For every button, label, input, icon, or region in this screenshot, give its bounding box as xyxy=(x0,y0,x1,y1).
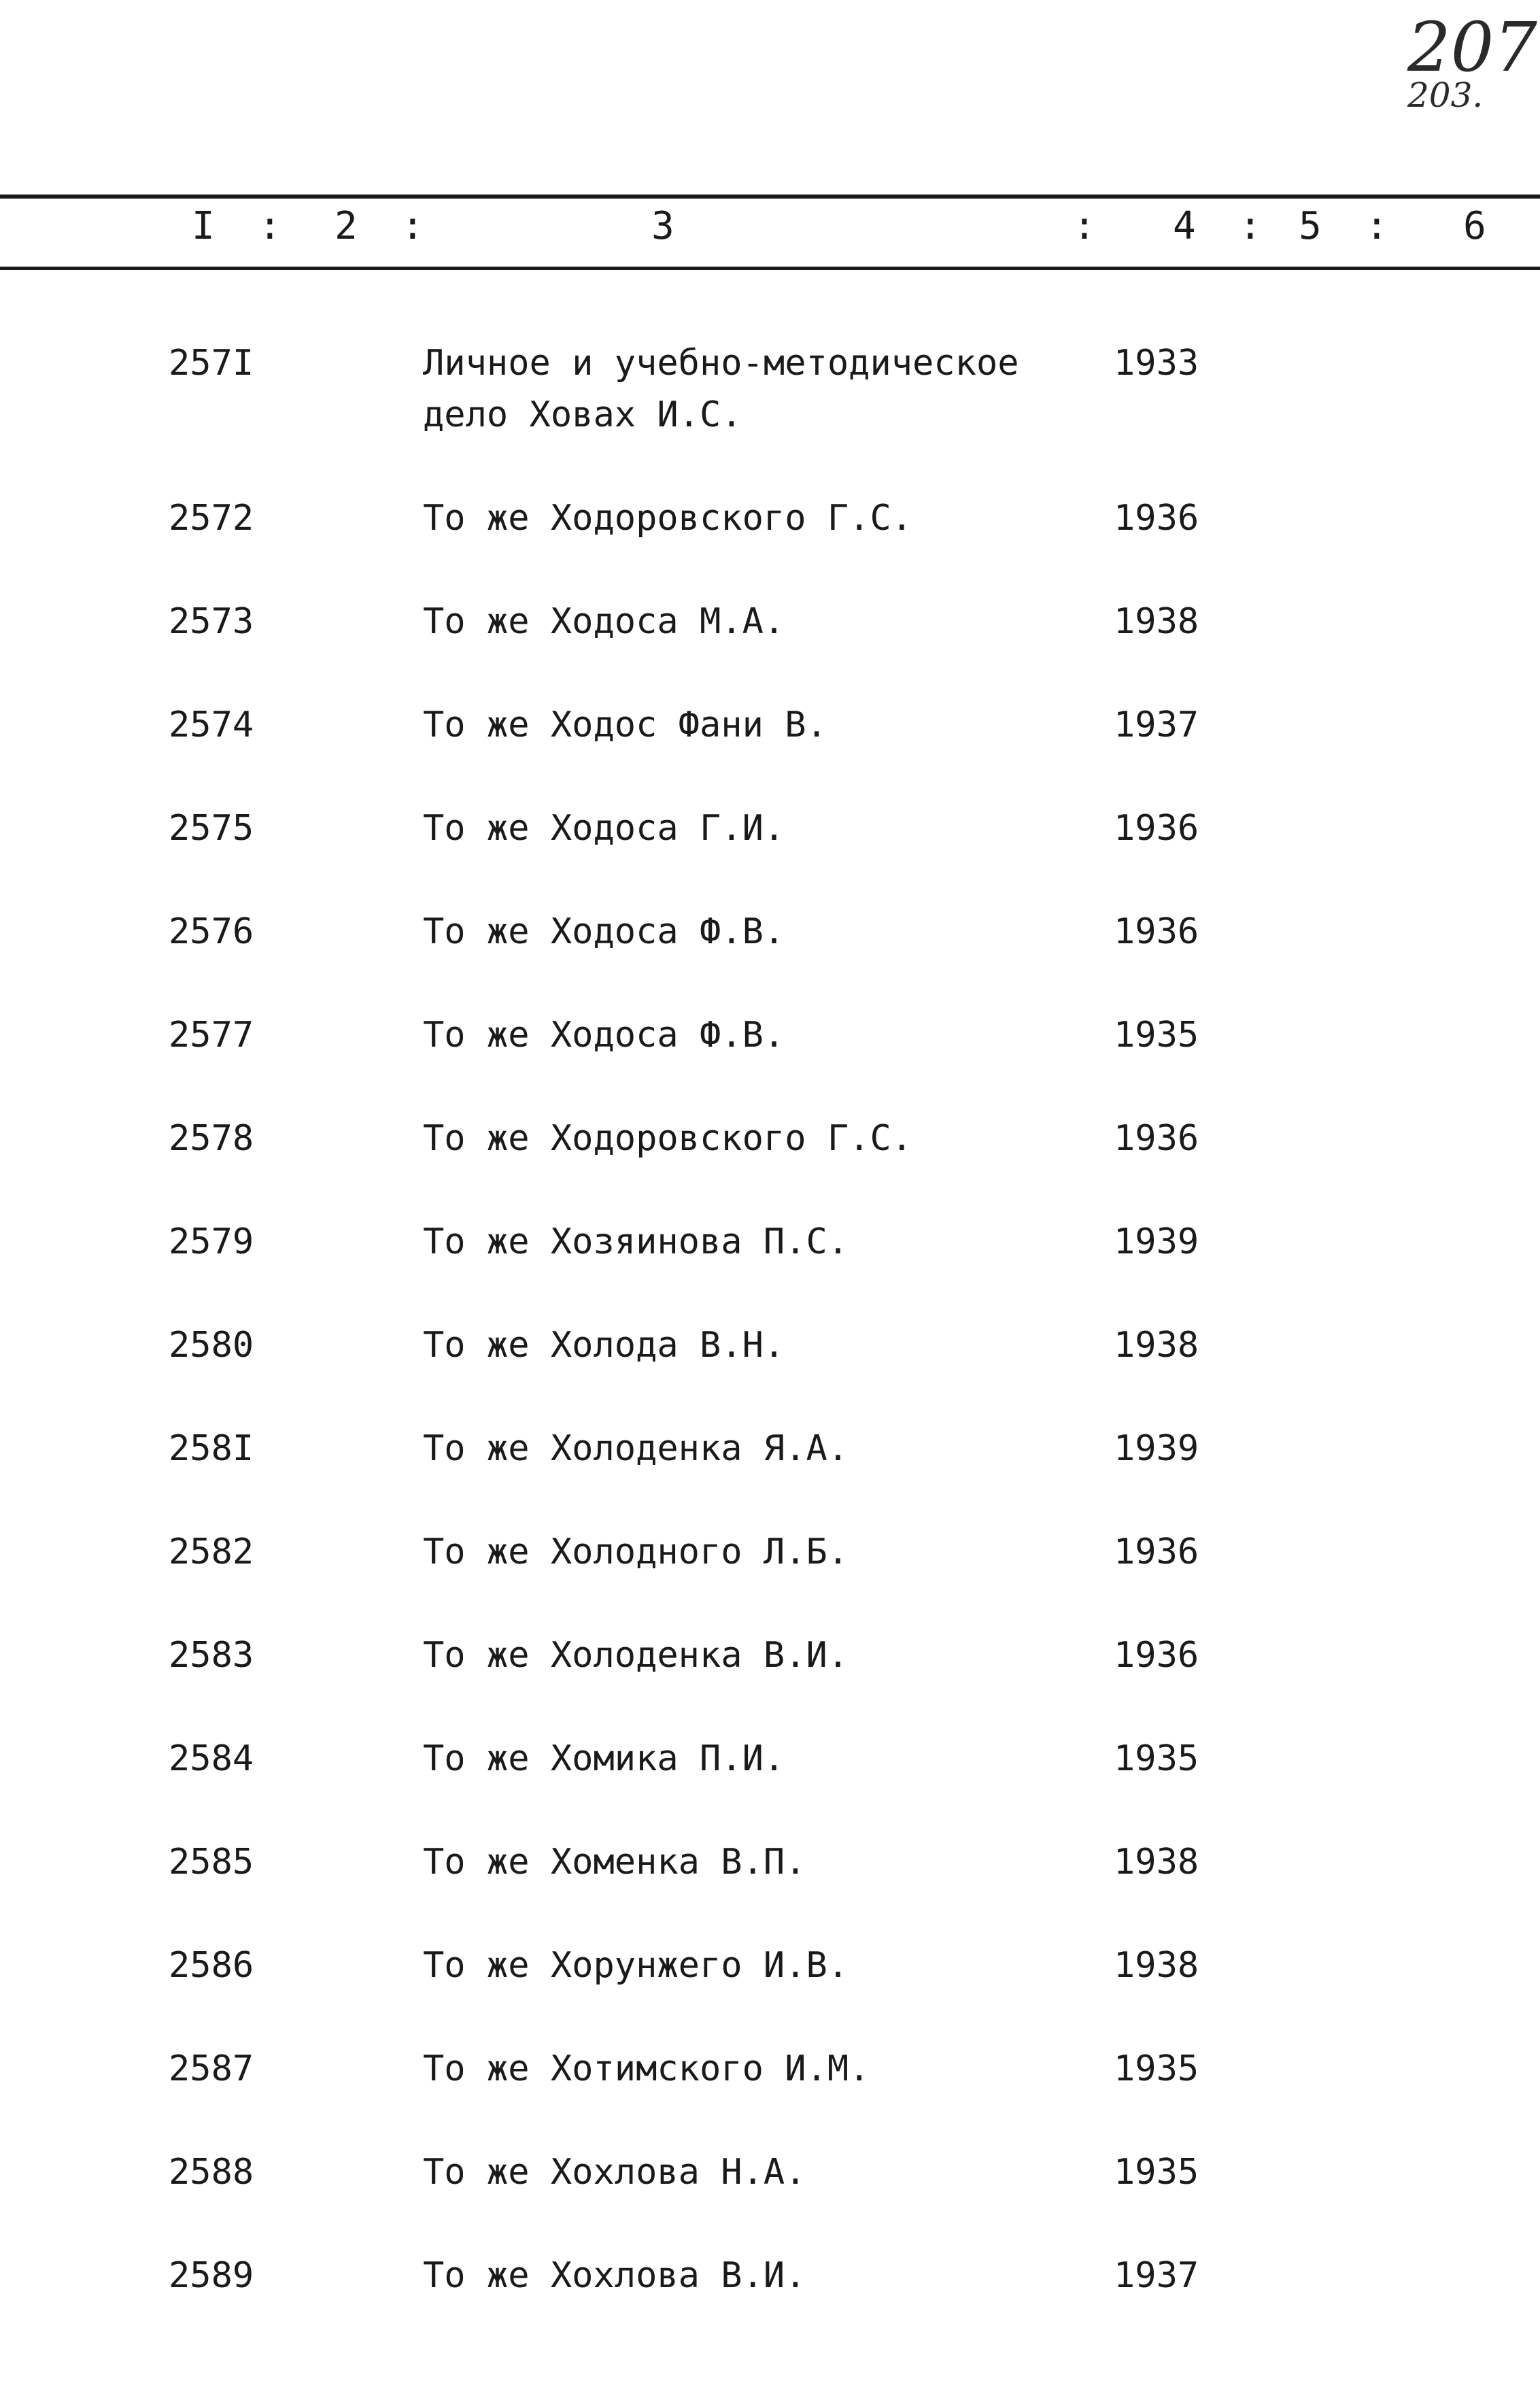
case-year: 1933 xyxy=(1114,343,1199,384)
page-number-stamp xyxy=(1387,7,1537,116)
case-title: То же Хотимского И.М. xyxy=(423,2048,870,2089)
case-title: То же Ходоса Ф.В. xyxy=(423,1015,785,1056)
case-year: 1938 xyxy=(1114,1325,1199,1366)
header-bottom-rule xyxy=(0,267,1540,270)
case-number: 258I xyxy=(169,1428,254,1469)
case-number: 2588 xyxy=(169,2152,254,2193)
case-title: То же Холоденка В.И. xyxy=(423,1635,849,1676)
column-header-1: I xyxy=(192,204,215,248)
case-number: 2574 xyxy=(169,705,254,745)
case-number: 2584 xyxy=(169,1738,254,1779)
case-year: 1936 xyxy=(1114,1532,1199,1572)
case-number: 2575 xyxy=(169,808,254,849)
case-year: 1935 xyxy=(1114,1015,1199,1056)
column-header-2: 2 xyxy=(335,204,358,248)
case-title: То же Хоменка В.П. xyxy=(423,1842,806,1882)
column-separator: : xyxy=(1365,204,1388,248)
case-number: 2576 xyxy=(169,911,254,952)
case-number: 2580 xyxy=(169,1325,254,1366)
column-separator: : xyxy=(1073,204,1096,248)
case-year: 1935 xyxy=(1114,1738,1199,1779)
case-number: 2579 xyxy=(169,1221,254,1262)
case-title: То же Хохлова Н.А. xyxy=(423,2152,806,2193)
case-title: То же Хозяинова П.С. xyxy=(423,1221,849,1262)
case-number: 2585 xyxy=(169,1842,254,1882)
case-title: То же Ходоровского Г.С. xyxy=(423,498,913,539)
case-year: 1938 xyxy=(1114,1945,1199,1986)
page-number-secondary: 203. xyxy=(1407,75,1484,115)
case-title: То же Ходоса Г.И. xyxy=(423,808,785,849)
case-year: 1939 xyxy=(1114,1428,1199,1469)
case-year: 1936 xyxy=(1114,911,1199,952)
case-title: То же Ходоса Ф.В. xyxy=(423,911,785,952)
case-title: То же Хомика П.И. xyxy=(423,1738,785,1779)
case-title: То же Хохлова В.И. xyxy=(423,2255,806,2296)
case-title: То же Холода В.Н. xyxy=(423,1325,785,1366)
case-year: 1936 xyxy=(1114,1118,1199,1159)
column-header-5: 5 xyxy=(1299,204,1322,248)
case-number: 2587 xyxy=(169,2048,254,2089)
case-year: 1939 xyxy=(1114,1221,1199,1262)
column-header-3: 3 xyxy=(651,204,674,248)
case-year: 1937 xyxy=(1114,2255,1199,2296)
case-title: То же Ходоровского Г.С. xyxy=(423,1118,913,1159)
case-year: 1936 xyxy=(1114,498,1199,539)
case-year: 1938 xyxy=(1114,601,1199,642)
case-title: То же Холодного Л.Б. xyxy=(423,1532,849,1572)
page-number-main: 207 xyxy=(1407,7,1537,87)
case-year: 1935 xyxy=(1114,2048,1199,2089)
case-year: 1937 xyxy=(1114,705,1199,745)
column-separator: : xyxy=(258,204,281,248)
column-separator: : xyxy=(1239,204,1262,248)
column-separator: : xyxy=(401,204,424,248)
column-header-row xyxy=(0,204,1540,252)
case-year: 1938 xyxy=(1114,1842,1199,1882)
case-number: 2583 xyxy=(169,1635,254,1676)
case-year: 1936 xyxy=(1114,1635,1199,1676)
case-number: 2578 xyxy=(169,1118,254,1159)
case-title: То же Ходос Фани В. xyxy=(423,705,827,745)
case-number: 2573 xyxy=(169,601,254,642)
case-number: 2577 xyxy=(169,1015,254,1056)
case-number: 2586 xyxy=(169,1945,254,1986)
case-year: 1936 xyxy=(1114,808,1199,849)
case-title: То же Холоденка Я.А. xyxy=(423,1428,849,1469)
case-title: То же Ходоса М.А. xyxy=(423,601,785,642)
case-number: 2582 xyxy=(169,1532,254,1572)
column-header-4: 4 xyxy=(1173,204,1196,248)
case-number: 2572 xyxy=(169,498,254,539)
case-number: 257I xyxy=(169,343,254,384)
header-top-rule xyxy=(0,195,1540,199)
case-title: Личное и учебно-методическое дело Ховах И.С. xyxy=(423,343,1019,435)
case-year: 1935 xyxy=(1114,2152,1199,2193)
case-title: То же Хорунжего И.В. xyxy=(423,1945,849,1986)
case-number: 2589 xyxy=(169,2255,254,2296)
column-header-6: 6 xyxy=(1463,204,1486,248)
